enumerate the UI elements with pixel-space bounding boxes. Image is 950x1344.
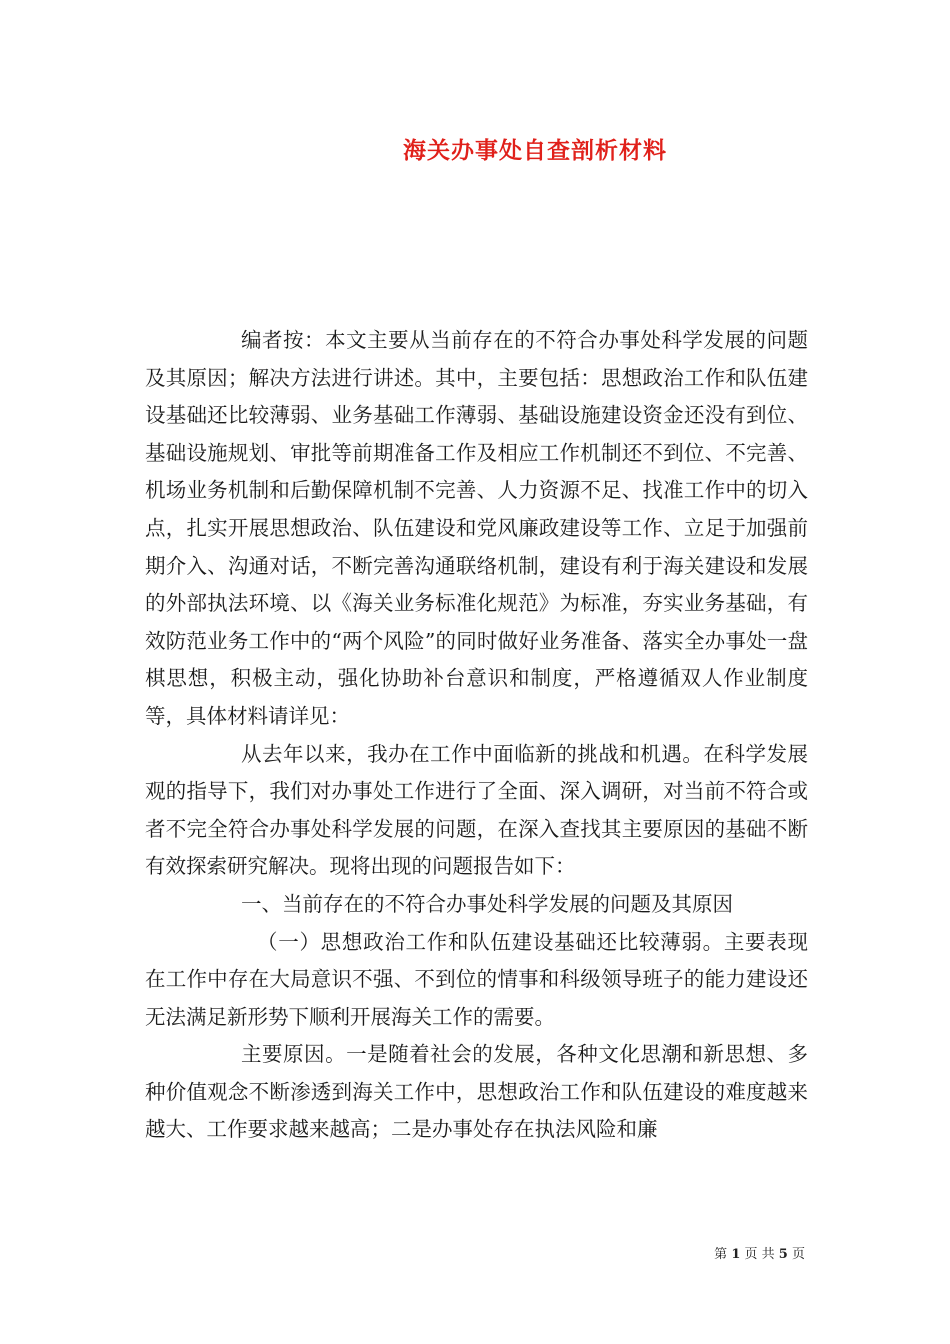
footer-page-number: 1 (731, 1247, 741, 1262)
footer-middle: 页 共 (744, 1247, 775, 1262)
editor-note-paragraph: 编者按：本文主要从当前存在的不符合办事处科学发展的问题及其原因；解决方法进行讲述。其中，主要包括：思想政治工作和队伍建设基础还比较薄弱、业务基础工作薄弱、基础设施建设资金还没有到位、基础设施规划、审批等前期准备工作及相应工作机制还不到位、不完善、机场业务机制和后勤保障机制不完善、人力资源不足、找准工作中的切入点，扎实开展思想政治、队伍建设和党风廉政建设等工作、立足于加强前期介入、沟通对话，不断完善沟通联络机制，建设有利于海关建设和发展的外部执法环境、以《海关业务标准化规范》为标准，夯实业务基础，有效防范业务工作中的“两个风险”的同时做好业务准备、落实全办事处一盘棋思想，积极主动，强化协助补台意识和制度，严格遵循双人作业制度等，具体材料请详见： (145, 328, 808, 728)
document-title: 海关办事处自查剖析材料 (403, 137, 667, 164)
reasons-paragraph: 主要原因。一是随着社会的发展，各种文化思潮和新思想、多种价值观念不断渗透到海关工作中，思想政治工作和队伍建设的难度越来越大、工作要求越来越高；二是办事处存在执法风险和廉 (145, 1042, 808, 1142)
page-footer (0, 1243, 805, 1262)
document-body (145, 322, 808, 1149)
intro-paragraph: 从去年以来，我办在工作中面临新的挑战和机遇。在科学发展观的指导下，我们对办事处工作进行了全面、深入调研，对当前不符合或者不完全符合办事处科学发展的问题，在深入查找其主要原因的基础不断有效探索研究解决。现将出现的问题报告如下： (145, 741, 808, 879)
footer-prefix: 第 (714, 1247, 728, 1262)
subsection-paragraph: （一）思想政治工作和队伍建设基础还比较薄弱。主要表现在工作中存在大局意识不强、不到位的情事和科级领导班子的能力建设还无法满足新形势下顺利开展海关工作的需要。 (145, 929, 808, 1029)
footer-suffix: 页 (791, 1247, 805, 1262)
footer-total-pages: 5 (778, 1247, 788, 1262)
section-heading: 一、当前存在的不符合办事处科学发展的问题及其原因 (241, 891, 733, 916)
